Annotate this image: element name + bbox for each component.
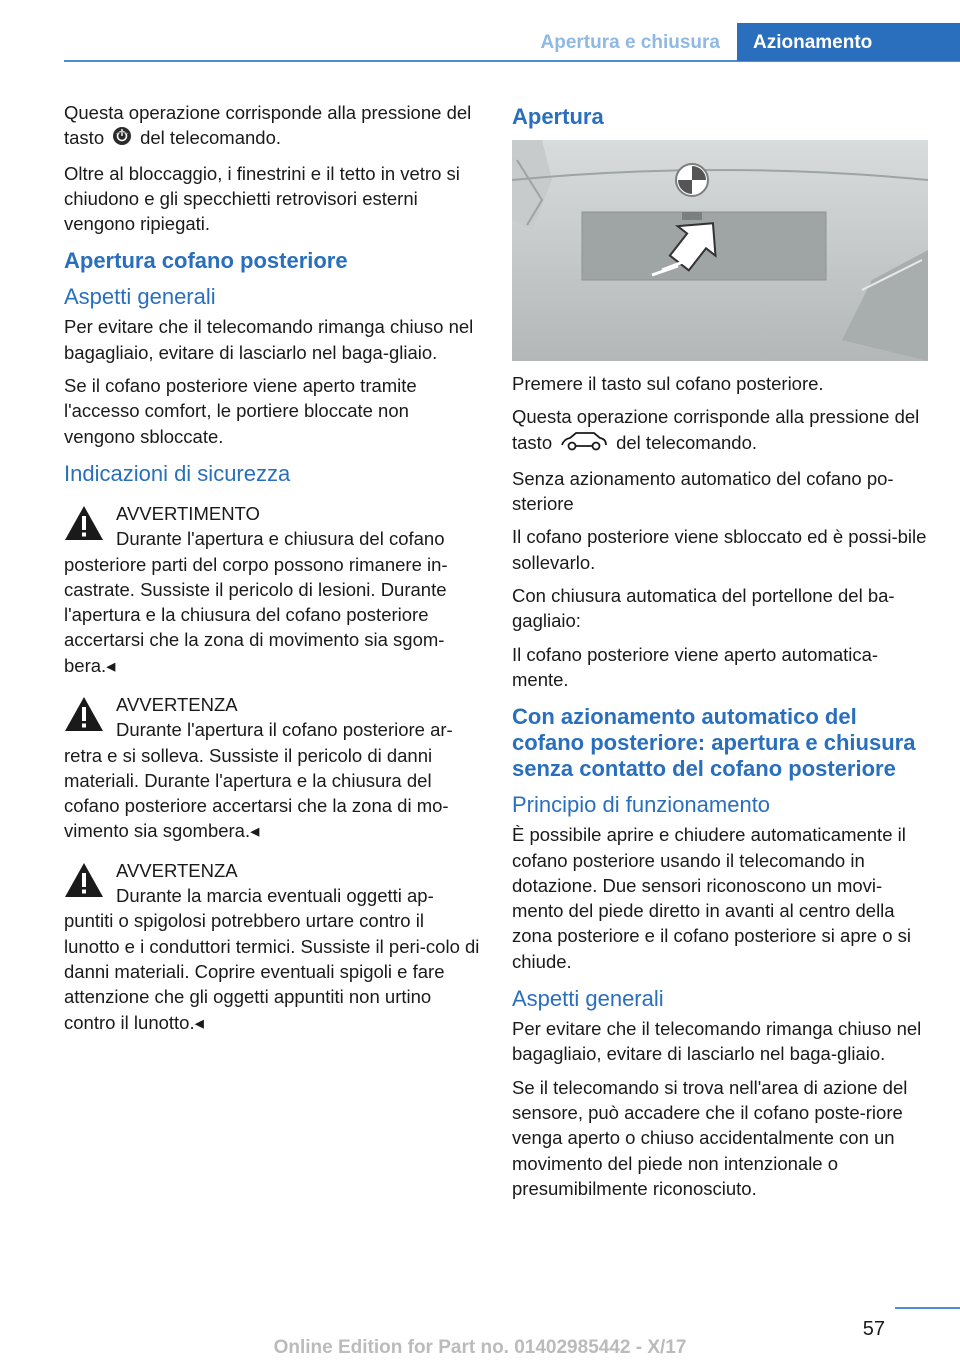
warning-block-3 <box>64 858 480 1035</box>
right-p2-text-before: Questa operazione corrisponde alla pressione del tasto <box>512 406 920 453</box>
car-trunk-button-icon <box>560 430 608 458</box>
warning-text: Durante la marcia eventuali oggetti ap-puntiti o spigolosi potrebbero urtare contro il lunotto e i conduttori termici. Sussiste il peri-colo di danni materiali. Coprire eventuali spigoli e fare attenzione che gli oggetti appuntiti non urtino contro il lunotto.◂ <box>64 885 480 1033</box>
warning-title: AVVERTIMENTO <box>116 502 260 524</box>
warning-triangle-icon <box>64 862 104 898</box>
warning-text: Durante l'apertura e chiusura del cofano posteriore parti del corpo possono rimanere in-castrate. Sussiste il pericolo di lesioni. Durante l'apertura e la chiusura del cofano posteriore accertarsi che la zona di movimento sia sgom-bera.◂ <box>64 528 448 676</box>
heading-opening: Apertura <box>512 104 604 129</box>
lock-button-icon <box>112 126 132 152</box>
warning-text: Durante l'apertura il cofano posteriore ar-retra e si solleva. Sussiste il pericolo di danni materiali. Durante l'apertura e la chiusura del cofano posteriore accertarsi che la zona di mo-vimento sia sgombera.◂ <box>64 719 453 842</box>
right-paragraph-trunk-button <box>512 404 928 458</box>
right-paragraph-principle: È possibile aprire e chiudere automaticamente il cofano posteriore usando il telecomando in dotazione. Due sensori riconoscono un movi-mento del piede diretto in avanti al centro della zona posteriore e il cofano posteriore si apre o si chiude. <box>512 824 911 972</box>
heading-operating-principle: Principio di funzionamento <box>512 792 771 818</box>
right-paragraph-auto-close: Con chiusura automatica del portellone del ba-gagliaio: <box>512 585 895 632</box>
warning-triangle-icon <box>64 696 104 732</box>
right-paragraph-auto-opened: Il cofano posteriore viene aperto automatica-mente. <box>512 643 879 690</box>
left-p1-text-after: del telecomando. <box>140 127 282 149</box>
right-column <box>512 100 928 1209</box>
left-column <box>64 100 480 1041</box>
heading-general-aspects: Aspetti generali <box>64 284 216 310</box>
heading-general-aspects-right: Aspetti generali <box>512 986 664 1012</box>
right-paragraph-remote-in-trunk: Per evitare che il telecomando rimanga chiuso nel bagagliaio, evitare di lasciarlo nel baga-gliaio. <box>512 1018 922 1065</box>
right-paragraph-unlocked: Il cofano posteriore viene sbloccato ed è possi-bile sollevarlo. <box>512 526 927 573</box>
header-section-title: Apertura e chiusura <box>540 32 720 53</box>
right-paragraph-no-auto: Senza azionamento automatico del cofano po-steriore <box>512 467 894 515</box>
warning-triangle-icon <box>64 505 104 541</box>
heading-trunk-opening: Apertura cofano posteriore <box>64 248 348 274</box>
left-paragraph-windows: Oltre al bloccaggio, i finestrini e il tetto in vetro si chiudono e gli specchietti retrovisori esterni vengono ripiegati. <box>64 162 460 235</box>
left-paragraph-comfort-access: Se il cofano posteriore viene aperto tramite l'accesso comfort, le portiere bloccate non vengono sbloccate. <box>64 375 417 447</box>
heading-safety-notes: Indicazioni di sicurezza <box>64 460 291 486</box>
left-paragraph-lock-button <box>64 100 480 153</box>
warning-block-2 <box>64 692 480 844</box>
right-p2-text-after: del telecomando. <box>616 431 758 453</box>
heading-contactless-opening: Con azionamento automatico del cofano posteriore: apertura e chiusura senza contatto del cofano posteriore <box>512 704 916 782</box>
page-number: 57 <box>862 1318 885 1340</box>
header-chapter-tab: Azionamento <box>737 23 960 61</box>
left-paragraph-remote-in-trunk: Per evitare che il telecomando rimanga chiuso nel bagagliaio, evitare di lasciarlo nel baga-gliaio. <box>64 316 474 363</box>
footer-rule <box>895 1307 960 1309</box>
warning-title: AVVERTENZA <box>116 694 238 715</box>
right-paragraph-sensor-area: Se il telecomando si trova nell'area di azione del sensore, può accadere che il cofano poste-riore venga aperto o chiuso accidentalmente con un movimento del piede non intenzionale o presumibilmente riconosciuto. <box>512 1076 908 1199</box>
trunk-button-photo <box>512 140 928 361</box>
right-paragraph-press-button: Premere il tasto sul cofano posteriore. <box>512 373 824 394</box>
warning-title: AVVERTENZA <box>116 859 238 881</box>
left-p1-text-before: Questa operazione corrisponde alla pressione del tasto <box>64 102 472 149</box>
footer-edition-text: Online Edition for Part no. 01402985442 - X/17 <box>273 1337 687 1358</box>
warning-block-1 <box>64 501 480 678</box>
